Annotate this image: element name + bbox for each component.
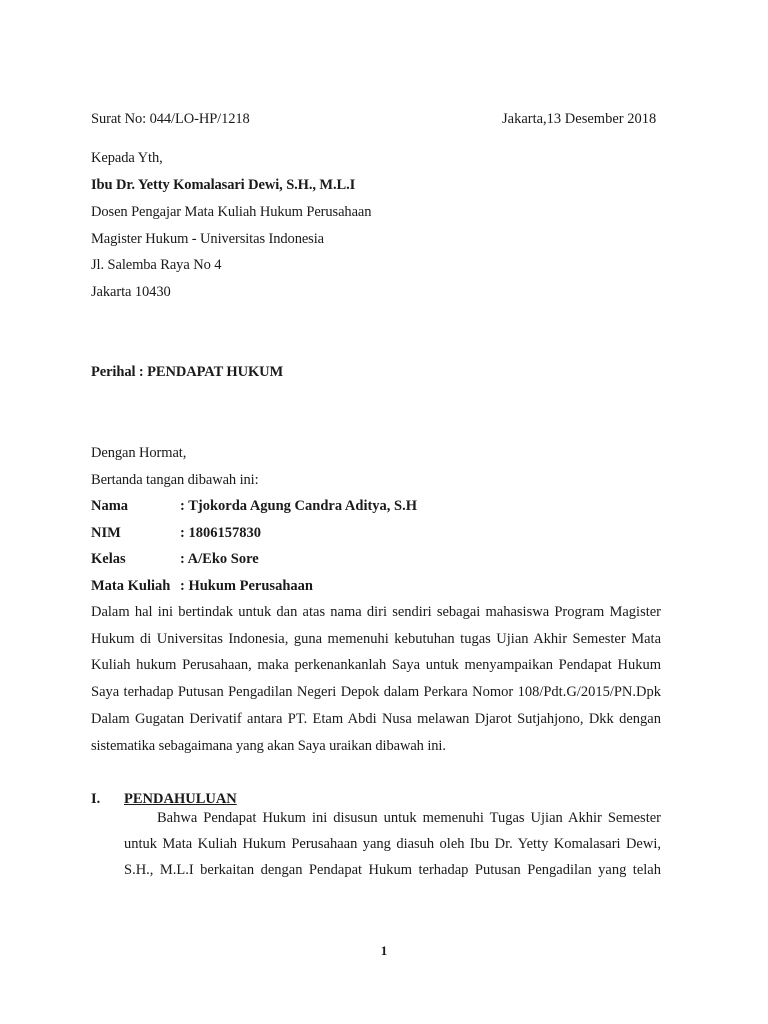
field-row-mata-kuliah (91, 576, 313, 596)
intro-text: Bertanda tangan dibawah ini: (91, 472, 259, 488)
page-number: 1 (380, 943, 388, 958)
place-date: Jakarta,13 Desember 2018 (502, 111, 657, 127)
field-row-kelas (91, 549, 259, 569)
recipient-line: Dosen Pengajar Mata Kuliah Hukum Perusahaan (91, 204, 372, 220)
section-paragraph-line: untuk Mata Kuliah Hukum Perusahaan yang diasuh oleh Ibu Dr. Yetty Komalasari Dewi, (124, 836, 661, 852)
letter-number: Surat No: 044/LO-HP/1218 (91, 111, 250, 127)
section-title: PENDAHULUAN (124, 791, 237, 807)
field-row-nama (91, 496, 417, 516)
subject-line: Perihal : PENDAPAT HUKUM (91, 364, 284, 380)
body-paragraph-line: Dalam hal ini bertindak untuk dan atas nama diri sendiri sebagai mahasiswa Program Magister (91, 604, 661, 620)
field-value: : Tjokorda Agung Candra Aditya, S.H (180, 498, 418, 514)
field-label: NIM (91, 525, 121, 541)
body-paragraph-line: Kuliah hukum Perusahaan, maka perkenankanlah Saya untuk menyampaikan Pendapat Hukum (91, 657, 661, 673)
field-value: : 1806157830 (180, 525, 261, 541)
section-heading (91, 789, 237, 809)
field-value: : Hukum Perusahaan (180, 578, 313, 594)
body-paragraph-line: Dalam Gugatan Derivatif antara PT. Etam Abdi Nusa melawan Djarot Sutjahjono, Dkk dengan (91, 711, 661, 727)
recipient-name: Ibu Dr. Yetty Komalasari Dewi, S.H., M.L.I (91, 177, 356, 193)
greeting: Dengan Hormat, (91, 445, 187, 461)
field-row-nim (91, 523, 261, 543)
recipient-salutation: Kepada Yth, (91, 150, 163, 166)
body-paragraph-line: sistematika sebagaimana yang akan Saya uraikan dibawah ini. (91, 738, 446, 754)
section-paragraph-line: Bahwa Pendapat Hukum ini disusun untuk memenuhi Tugas Ujian Akhir Semester (157, 810, 661, 826)
field-label: Nama (91, 498, 129, 514)
field-label: Kelas (91, 551, 126, 567)
field-value: : A/Eko Sore (180, 551, 259, 567)
body-paragraph-line: Saya terhadap Putusan Pengadilan Negeri Depok dalam Perkara Nomor 108/Pdt.G/2015/PN.Dpk (91, 684, 661, 700)
recipient-line: Jl. Salemba Raya No 4 (91, 257, 222, 273)
section-number: I. (91, 791, 101, 807)
section-paragraph-line: S.H., M.L.I berkaitan dengan Pendapat Hukum terhadap Putusan Pengadilan yang telah (124, 862, 661, 878)
recipient-line: Magister Hukum - Universitas Indonesia (91, 231, 324, 247)
field-label: Mata Kuliah (91, 578, 171, 594)
body-paragraph-line: Hukum di Universitas Indonesia, guna memenuhi kebutuhan tugas Ujian Akhir Semester Mata (91, 631, 661, 647)
recipient-line: Jakarta 10430 (91, 284, 171, 300)
